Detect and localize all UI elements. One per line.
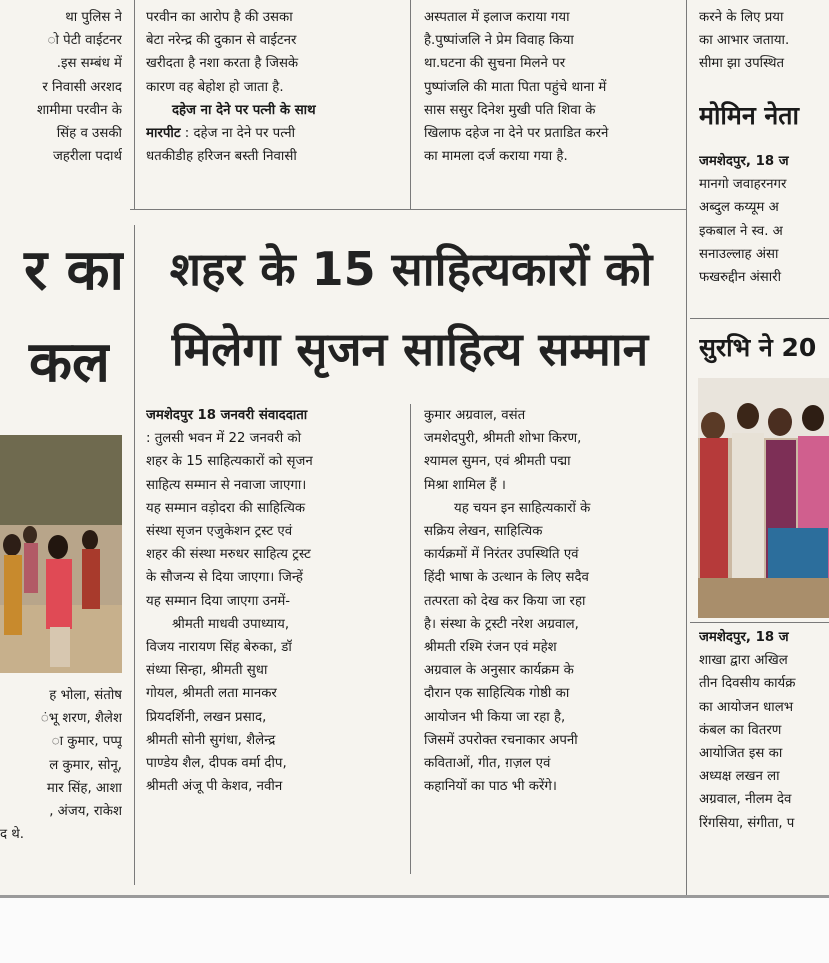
text-line: मार सिंह, आशा [46, 780, 122, 796]
text-line: सिंह व उसकी [56, 126, 122, 142]
text-line: गोयल, श्रीमती लता मानकर [146, 686, 277, 702]
text-line: ंभू शरण, शैलेश [40, 711, 122, 727]
top-col-1 [0, 6, 122, 206]
article-headline-line-2: मिलेगा सृजन साहित्य सम्मान [171, 322, 649, 376]
top-divider [130, 209, 686, 210]
text-line: संस्था सृजन एजुकेशन ट्रस्ट एवं [146, 524, 293, 540]
left-photo [0, 435, 122, 673]
text-line: , अंजय, राकेश [49, 804, 122, 820]
text-line: यह चयन इन साहित्यकारों के [454, 500, 591, 516]
text-line: जिसमें उपरोक्त रचनाकार अपनी [424, 732, 578, 748]
text-line: शामीमा परवीन के [36, 102, 122, 118]
text-line: जमशेदपुरी, श्रीमती शोभा किरण, [424, 431, 582, 447]
text-line: प्रियदर्शिनी, लखन प्रसाद, [146, 709, 267, 725]
text-line: अग्रवाल, नीलम देव [699, 792, 792, 808]
text-line: ह भोला, संतोष [49, 688, 122, 703]
right-photo [698, 378, 829, 618]
text-line: अग्रवाल के अनुसार कार्यक्रम के [424, 663, 574, 679]
dateline: जमशेदपुर 18 जनवरी संवाददाता [146, 408, 308, 423]
article-col-1 [146, 404, 399, 874]
text-line: तत्परता को देख कर किया जा रहा [424, 593, 586, 609]
text-line: अब्दुल कय्यूम अ [699, 200, 779, 216]
text-line: श्रीमती सोनी सुगंधा, शैलेन्द्र [146, 732, 276, 748]
text-line: कविताओं, गीत, ग़ज़ल एवं [424, 756, 551, 772]
text-line: का मामला दर्ज कराया गया है. [424, 149, 568, 165]
left-headline-1: र का [24, 238, 124, 303]
text-line: था.घटना की सुचना मिलने पर [424, 56, 566, 72]
text-line: कारण वह बेहोश हो जाता है. [146, 79, 284, 95]
text-line: शाखा द्वारा अखिल [699, 653, 788, 669]
text-line: जहरीला पदार्थ [52, 149, 122, 165]
text-line: .इस सम्बंध में [56, 56, 122, 72]
group-photo-image [698, 378, 829, 618]
text-line [146, 122, 398, 145]
text-line: संध्या सिन्हा, श्रीमती सुधा [146, 663, 268, 679]
text-line: धतकीडीह हरिजन बस्ती निवासी [146, 149, 297, 165]
text-line: कहानियों का पाठ भी करेंगे। [424, 779, 557, 795]
page-bottom-margin [0, 895, 829, 963]
text-line: श्यामल सुमन, एवं श्रीमती पद्मा [424, 454, 571, 470]
left-lower-para [0, 684, 122, 874]
text-line: ो पेटी वाईटनर [47, 33, 122, 49]
text-line: विजय नारायण सिंह बेरुका, डॉ [146, 640, 292, 656]
text-line: हिंदी भाषा के उत्थान के लिए सदैव [424, 570, 589, 586]
text-line: ल कुमार, सोनू, [49, 757, 122, 773]
text-line: सास ससुर दिनेश मुखी पति शिवा के [424, 102, 596, 118]
text-line: कुमार अग्रवाल, वसंत [424, 408, 526, 423]
right-para [699, 150, 829, 290]
text-line: ा कुमार, पप्पू [51, 734, 122, 750]
text-line: कंबल का वितरण [699, 722, 782, 738]
top-col-2 [146, 6, 398, 206]
col-divider-top-1 [134, 0, 135, 210]
text-line: अध्यक्ष लखन ला [699, 769, 780, 785]
text-line: र निवासी अरशद [42, 79, 122, 95]
photo-divider [690, 622, 829, 623]
text-line: है। संस्था के ट्रस्टी नरेश अग्रवाल, [424, 616, 579, 632]
text-line: खिलाफ दहेज ना देने पर प्रताडित करने [424, 126, 609, 142]
top-col-4 [699, 6, 829, 81]
text-line: इकबाल ने स्व. अ [699, 223, 783, 239]
text-line: बेटा नरेन्द्र की दुकान से वाईटनर [146, 33, 297, 49]
col-divider-left [134, 225, 135, 885]
text-line: श्रीमती माधवी उपाध्याय, [172, 616, 290, 632]
text-line: श्रीमती रश्मि रंजन एवं महेश [424, 640, 557, 656]
text-line: रिंगसिया, संगीता, प [699, 815, 795, 831]
right-headline-2: सुरभि ने 20 [699, 333, 817, 362]
text-line: पाण्डेय शैल, दीपक वर्मा दीप, [146, 756, 287, 772]
text-line: फखरुद्दीन अंसारी [699, 270, 782, 286]
text-line: करने के लिए प्रया [699, 10, 784, 25]
article-col-2 [424, 404, 674, 874]
text-line: यह सम्मान दिया जाएगा उनमें- [146, 593, 291, 609]
col-divider-article [410, 404, 411, 874]
text-line: जमशेदपुर, 18 ज [699, 630, 789, 645]
text-line: : तुलसी भवन में 22 जनवरी को [146, 431, 302, 447]
text-line: था पुलिस ने [65, 10, 122, 25]
text-line: परवीन का आरोप है की उसका [146, 10, 293, 25]
text-line: श्रीमती अंजू पी केशव, नवीन [146, 779, 283, 795]
text-line: साहित्य सम्मान से नवाजा जाएगा। [146, 477, 307, 493]
text-line: है.पुष्पांजलि ने प्रेम विवाह किया [424, 33, 574, 49]
left-headline-2: कल [29, 330, 110, 395]
text-line: मिश्रा शामिल हैं । [424, 477, 506, 493]
text-line: अस्पताल में इलाज कराया गया [424, 10, 570, 25]
text-line: शहर के 15 साहित्यकारों को सृजन [146, 454, 313, 470]
text-span: : दहेज ना देने पर पत्नी [184, 126, 296, 142]
text-line: मानगो जवाहरनगर [699, 177, 787, 193]
text-line: का आयोजन धालभ [699, 699, 794, 715]
text-line: कार्यक्रमों में निरंतर उपस्थिति एवं [424, 547, 579, 563]
subheading-cont: मारपीट [146, 126, 181, 142]
text-line: दौरान एक साहित्यिक गोष्ठी का [424, 686, 570, 702]
text-line: यह सम्मान वड़ोदरा की साहित्यिक [146, 500, 306, 516]
text-line: पुष्पांजलि की माता पिता पहुंचे थाना में [424, 79, 607, 95]
text-line: शहर की संस्था मरुधर साहित्य ट्रस्ट [146, 547, 311, 563]
top-col-3 [424, 6, 674, 206]
text-line: द थे. [0, 827, 25, 843]
text-line: तीन दिवसीय कार्यक्र [699, 676, 796, 692]
text-line: सक्रिय लेखन, साहित्यिक [424, 524, 543, 540]
text-line: आयोजन भी किया जा रहा है, [424, 709, 566, 725]
right-headline-1: मोमिन नेता [699, 101, 800, 130]
text-line: सनाउल्लाह अंसा [699, 246, 779, 262]
subheading: दहेज ना देने पर पत्नी के साथ [172, 102, 316, 118]
article-headline-line-1: शहर के 15 साहित्यकारों को [169, 242, 653, 296]
text-line: के सौजन्य से दिया जाएगा। जिन्हें [146, 570, 303, 586]
street-photo-image [0, 435, 122, 673]
text-line: जमशेदपुर, 18 ज [699, 154, 789, 169]
text-line: आयोजित इस का [699, 746, 783, 762]
right-lower-para [699, 626, 829, 876]
text-line: का आभार जताया. [699, 33, 790, 49]
text-line: खरीदता है नशा करता है जिसके [146, 56, 299, 72]
text-line: सीमा झा उपस्थित [699, 56, 785, 72]
right-divider [690, 318, 829, 319]
col-divider-right [686, 0, 687, 900]
col-divider-top-2 [410, 0, 411, 210]
